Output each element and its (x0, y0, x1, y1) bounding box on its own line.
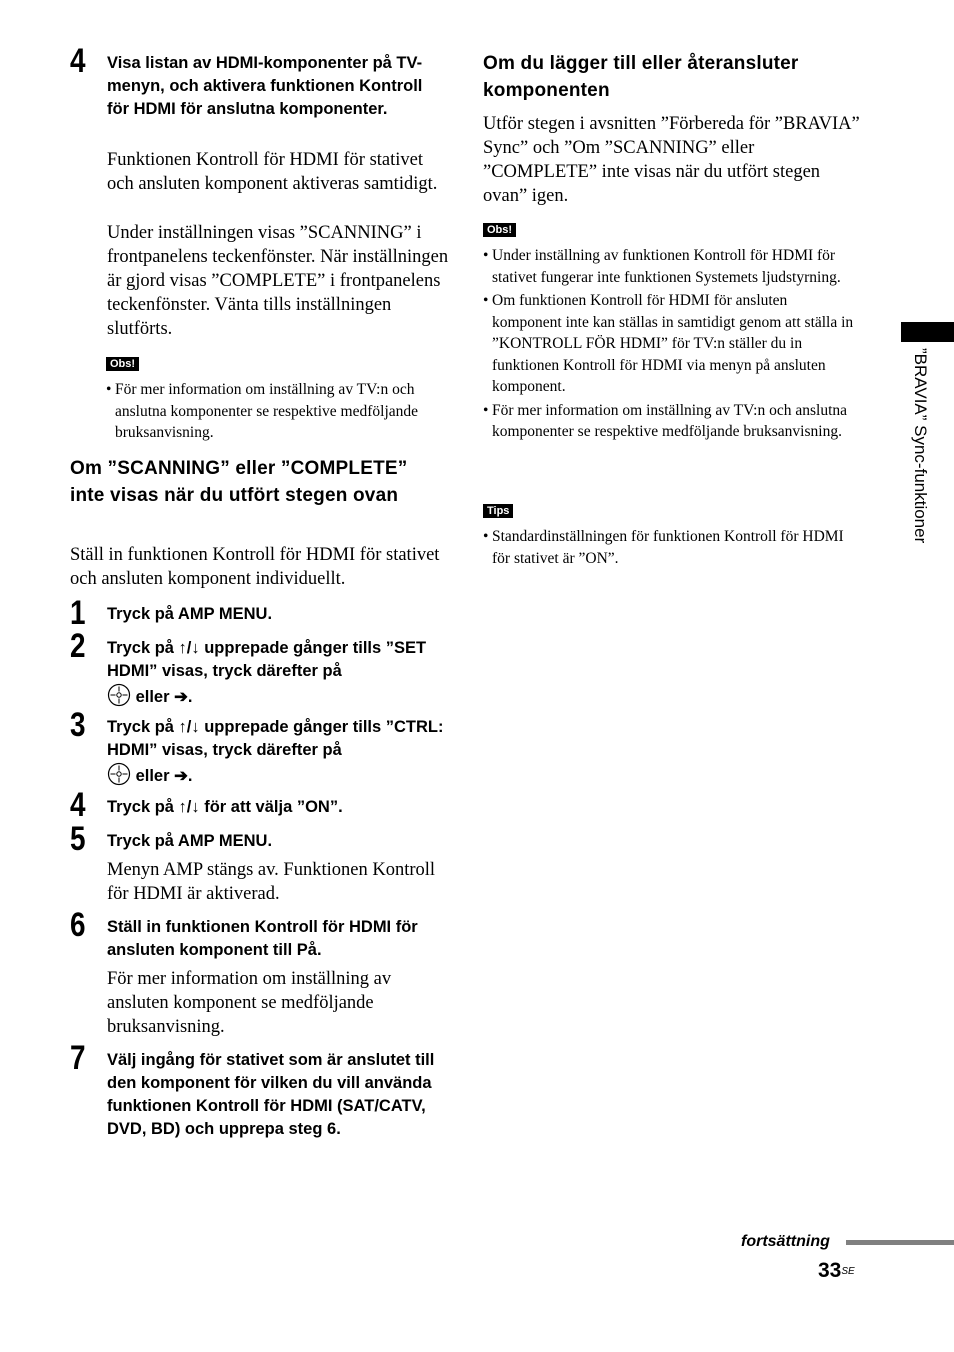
note-text: För mer information om inställning av TV:n och anslutna komponenter se respektive medföljande bruksanvisning. (115, 381, 419, 441)
note-text: Om funktionen Kontroll för HDMI för ansluten komponent inte kan ställas in samtidigt genom att ställa in ”KONTROLL FÖR HDMI” för TV:n ställer du in funktionen Kontroll för HDMI via menyn på ansluten komponent. (492, 292, 854, 395)
tips-badge: Tips (483, 504, 513, 518)
step-number: 2 (70, 627, 86, 665)
step-number: 5 (70, 820, 86, 858)
step-text: upprepade gånger tills ”SET HDMI” visas, tryck därefter på (107, 639, 427, 680)
page-number (818, 1259, 855, 1283)
section-paragraph: Utför stegen i avsnitten ”Förbereda för ”BRAVIA” Sync” och ”Om ”SCANNING” eller ”COMPLETE” inte visas när du utfört stegen ovan” igen. (483, 114, 860, 206)
step-number: 6 (70, 906, 86, 944)
obs-note-list (106, 379, 446, 444)
step-body: Under inställningen visas ”SCANNING” i frontpanelens teckenfönster. När inställningen är gjord visas ”COMPLETE” i frontpanelens teckenfönster. Vänta tills inställningen slutförts. (107, 223, 449, 339)
step-title: Välj ingång för stativet som är anslutet till den komponent för vilken du vill använda funktionen Kontroll för HDMI (SAT/CATV, DVD, BD) och upprepa steg 6. (107, 1051, 435, 1138)
page-suffix: SE (841, 1266, 855, 1277)
step-title: Tryck på AMP MENU. (107, 605, 273, 623)
obs-badge: Obs! (106, 357, 139, 371)
bullet: • (483, 247, 489, 264)
note-item (483, 400, 855, 443)
step-number: 3 (70, 706, 86, 744)
obs-badge: Obs! (483, 223, 516, 237)
step-title (107, 796, 447, 819)
step-text: upprepade gånger tills ”CTRL: HDMI” visas, tryck därefter på (107, 718, 444, 759)
section-heading: Om ”SCANNING” eller ”COMPLETE” inte visas när du utfört stegen ovan (70, 458, 408, 506)
step-body: Menyn AMP stängs av. Funktionen Kontroll för HDMI är aktiverad. (107, 860, 436, 904)
continued-label: fortsättning (741, 1233, 830, 1250)
step-body: För mer information om inställning av ansluten komponent se medföljande bruksanvisning. (107, 969, 392, 1037)
step-title: Visa listan av HDMI-komponenter på TV-menyn, och aktivera funktionen Kontroll för HDMI för anslutna komponenter. (107, 54, 423, 118)
step-title (107, 637, 447, 709)
step-text: Tryck på (107, 639, 179, 657)
bullet: • (483, 401, 489, 419)
note-item (106, 379, 446, 444)
note-item (483, 290, 855, 398)
obs-note-list (483, 245, 855, 443)
step-title: Tryck på AMP MENU. (107, 832, 273, 850)
step-body: Funktionen Kontroll för HDMI för stativet och ansluten komponent aktiveras samtidigt. (107, 150, 438, 194)
step-text: eller ➔. (131, 688, 193, 706)
page-number-value: 33 (818, 1259, 842, 1282)
up-down-arrows-icon: ↑/↓ (178, 798, 200, 816)
section-side-label: ”BRAVIA” Sync-funktioner (911, 348, 930, 544)
step-number: 4 (70, 786, 86, 824)
step-number: 4 (70, 42, 86, 80)
step-text: Tryck på (107, 718, 179, 736)
bullet: • (483, 528, 489, 545)
enter-button-icon (107, 683, 131, 707)
tips-note-list (483, 526, 855, 569)
up-down-arrows-icon: ↑/↓ (178, 718, 200, 736)
up-down-arrows-icon: ↑/↓ (178, 639, 200, 657)
note-text: För mer information om inställning av TV:n och anslutna komponenter se respektive medföljande bruksanvisning. (492, 401, 848, 440)
note-item (483, 245, 855, 288)
step-text: Tryck på (107, 798, 179, 816)
step-title: Ställ in funktionen Kontroll för HDMI för ansluten komponent till På. (107, 918, 418, 959)
step-number: 1 (70, 594, 86, 632)
section-tab-marker (901, 322, 954, 342)
enter-button-icon (107, 762, 131, 786)
note-text: Standardinställningen för funktionen Kontroll för HDMI för stativet är ”ON”. (492, 528, 844, 567)
step-text: eller ➔. (131, 767, 193, 785)
bullet: • (106, 381, 112, 398)
step-number: 7 (70, 1039, 86, 1077)
section-heading: Om du lägger till eller återansluter komponenten (483, 53, 799, 101)
bullet: • (483, 292, 489, 309)
note-text: Under inställning av funktionen Kontroll för HDMI för stativet fungerar inte funktionen Systemets ljudstyrning. (492, 247, 841, 286)
continued-rule (846, 1240, 954, 1245)
step-title (107, 716, 447, 788)
section-intro: Ställ in funktionen Kontroll för HDMI för stativet och ansluten komponent individuellt. (70, 545, 440, 589)
note-item (483, 526, 855, 569)
step-text: för att välja ”ON”. (199, 798, 343, 816)
